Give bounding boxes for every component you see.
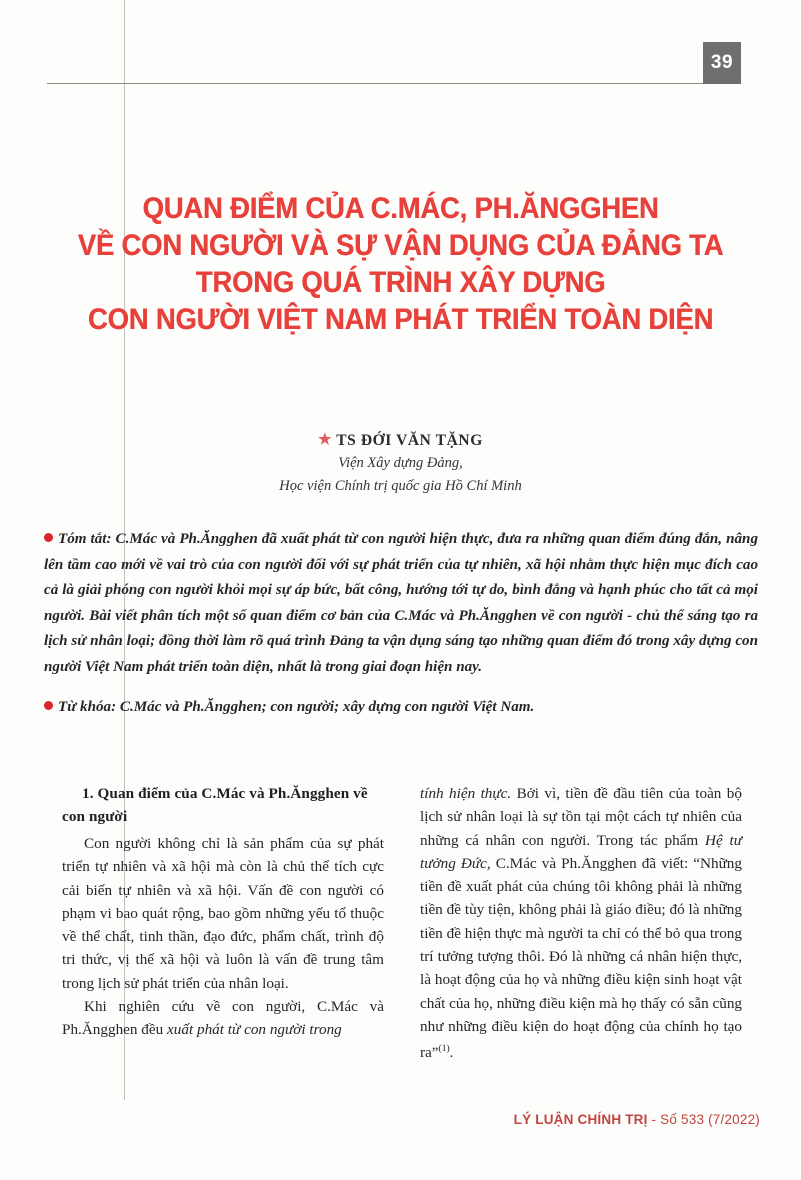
page-footer [40, 1112, 760, 1127]
paragraph-right-text-b: , C.Mác và Ph.Ăngghen đã viết: “Những tiền đề xuất phát của chúng tôi không phải là những tiền đề tùy tiện, không phải là giáo điều; đó là những tiền đề hiện thực mà người ta chỉ có thể bỏ qua trong trí tưởng tượng thôi. Đó là những cá nhân hiện thực, là hoạt động của họ và những điều kiện sinh hoạt vật chất của họ, những điều kiện mà họ thấy có sẵn cũng như những điều kiện do hoạt động của chính họ tạo ra” [420, 854, 743, 1062]
paragraph-left-1: Con người không chỉ là sản phẩm của sự phát triển tự nhiên và xã hội mà còn là chủ thể tích cực cải biến tự nhiên và xã hội. Vấn đề con người có phạm vi bao quát rộng, bao gồm những yếu tố thuộc về thể chất, tinh thần, đạo đức, phẩm chất, trình độ tri thức, vị thế xã hội và luôn là vấn đề trung tâm trong lịch sử phát triển của nhân loại. [62, 835, 384, 992]
paragraph-right-italic-lead: tính hiện thực. [420, 785, 512, 802]
abstract-summary-label: Tóm tắt: [58, 531, 112, 547]
abstract-keywords [44, 695, 758, 721]
author-affiliation-1: Viện Xây dựng Đảng, [338, 455, 463, 471]
footnote-marker: (1) [438, 1044, 450, 1055]
section-heading: 1. Quan điểm của C.Mác và Ph.Ăngghen về con người [62, 785, 368, 825]
abstract-summary [44, 527, 758, 681]
paragraph-left-2 [62, 995, 384, 1042]
bullet-icon [44, 533, 53, 542]
footer-journal-name: LÝ LUẬN CHÍNH TRỊ [513, 1112, 648, 1127]
bullet-icon [44, 701, 53, 710]
footer-issue: - Số 533 (7/2022) [647, 1112, 760, 1127]
header-rule [47, 83, 703, 84]
star-icon: ★ [318, 432, 333, 448]
title-line-4: CON NGƯỜI VIỆT NAM PHÁT TRIỂN TOÀN DIỆN [87, 303, 714, 336]
author-affiliation-2: Học viện Chính trị quốc gia Hồ Chí Minh [279, 478, 522, 494]
title-line-1: QUAN ĐIỂM CỦA C.MÁC, PH.ĂNGGHEN [142, 192, 659, 225]
abstract-keywords-text: C.Mác và Ph.Ăngghen; con người; xây dựng con người Việt Nam. [116, 698, 535, 715]
abstract-block [44, 527, 758, 734]
paragraph-left-2-italic: xuất phát từ con người trong [167, 1021, 342, 1039]
paragraph-right-end: . [449, 1044, 454, 1062]
column-left [62, 782, 384, 1082]
body-columns [62, 782, 742, 1082]
author-name-row [40, 430, 761, 450]
paragraph-right-1 [420, 782, 742, 1065]
author-block [40, 430, 761, 496]
paragraph-right-text-a: Bởi vì, tiền đề đầu tiên của toàn bộ lịch sử nhân loại là sự tồn tại một cách tự nhiên của những cá nhân con người. Trong tác phẩm [420, 785, 742, 849]
title-line-2: VỀ CON NGƯỜI VÀ SỰ VẬN DỤNG CỦA ĐẢNG TA [77, 229, 724, 262]
article-title [40, 190, 761, 338]
cited-work-title: Hệ tư tưởng Đức [420, 831, 742, 872]
column-right [420, 782, 742, 1082]
author-name: TS ĐỚI VĂN TẶNG [336, 432, 483, 449]
abstract-summary-text: C.Mác và Ph.Ăngghen đã xuất phát từ con người hiện thực, đưa ra những quan điểm đúng đắn, nâng lên tầm cao mới về vai trò của con người đối với sự phát triển của tự nhiên, xã hội nhằm thực hiện mục đích cao cả là giải phóng con người khỏi mọi sự áp bức, bất công, hướng tới tự do, bình đẳng và hạnh phúc cho tất cả mọi người. Bài viết phân tích một số quan điểm cơ bản của C.Mác và Ph.Ăngghen về con người - chủ thể sáng tạo ra lịch sử nhân loại; đồng thời làm rõ quá trình Đảng ta vận dụng sáng tạo những quan điểm đó trong xây dựng con người Việt Nam phát triển toàn diện, nhất là trong giai đoạn hiện nay. [44, 531, 758, 675]
paragraph-left-2-text: Khi nghiên cứu về con người, C.Mác và Ph.Ăngghen đều [62, 998, 384, 1039]
title-line-3: TRONG QUÁ TRÌNH XÂY DỰNG [195, 266, 606, 299]
page-number-badge: 39 [703, 42, 741, 84]
abstract-keywords-label: Từ khóa: [58, 698, 117, 715]
